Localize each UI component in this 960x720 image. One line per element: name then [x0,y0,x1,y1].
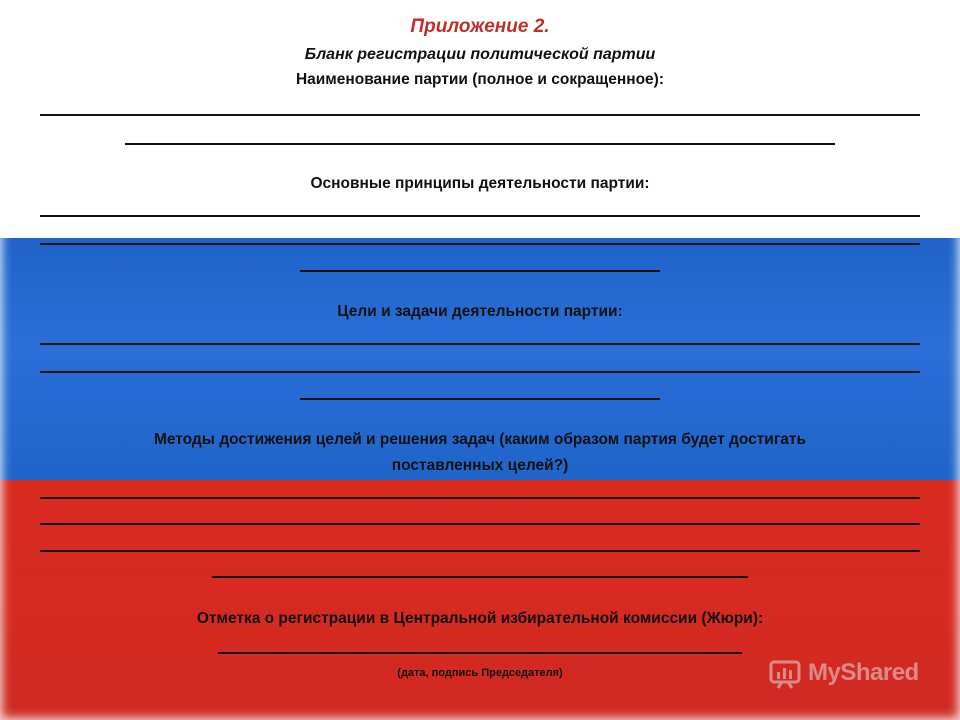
party-name-line-1[interactable] [40,114,920,116]
goals-line-2[interactable] [40,371,920,373]
party-name-line-2[interactable] [125,143,835,145]
registration-signature-line[interactable] [218,652,742,654]
methods-line-3[interactable] [40,550,920,552]
watermark-text: MyShared [808,659,919,686]
methods-label-line-1: Методы достижения целей и решения задач (каким образом партия будет достигать [153,431,807,448]
goals-line-1[interactable] [40,343,920,345]
principles-line-1[interactable] [40,215,920,217]
myshared-watermark [768,656,938,696]
methods-line-1[interactable] [40,497,920,499]
signature-note: (дата, подпись Председателя) [397,667,563,679]
presentation-board-icon [768,658,802,692]
party-name-label: Наименование партии (полное и сокращенное): [295,71,665,88]
principles-line-3[interactable] [300,270,660,272]
form-subtitle: Бланк регистрации политической партии [304,46,656,63]
methods-label-line-2: поставленных целей?) [391,457,569,474]
goals-line-3[interactable] [300,398,660,400]
methods-line-4[interactable] [212,576,748,578]
principles-line-2[interactable] [40,243,920,245]
registration-label: Отметка о регистрации в Центральной избирательной комиссии (Жюри): [196,610,764,627]
principles-label: Основные принципы деятельности партии: [310,175,650,192]
appendix-title: Приложение 2. [410,16,550,37]
goals-label: Цели и задачи деятельности партии: [337,303,623,320]
methods-line-2[interactable] [40,523,920,525]
